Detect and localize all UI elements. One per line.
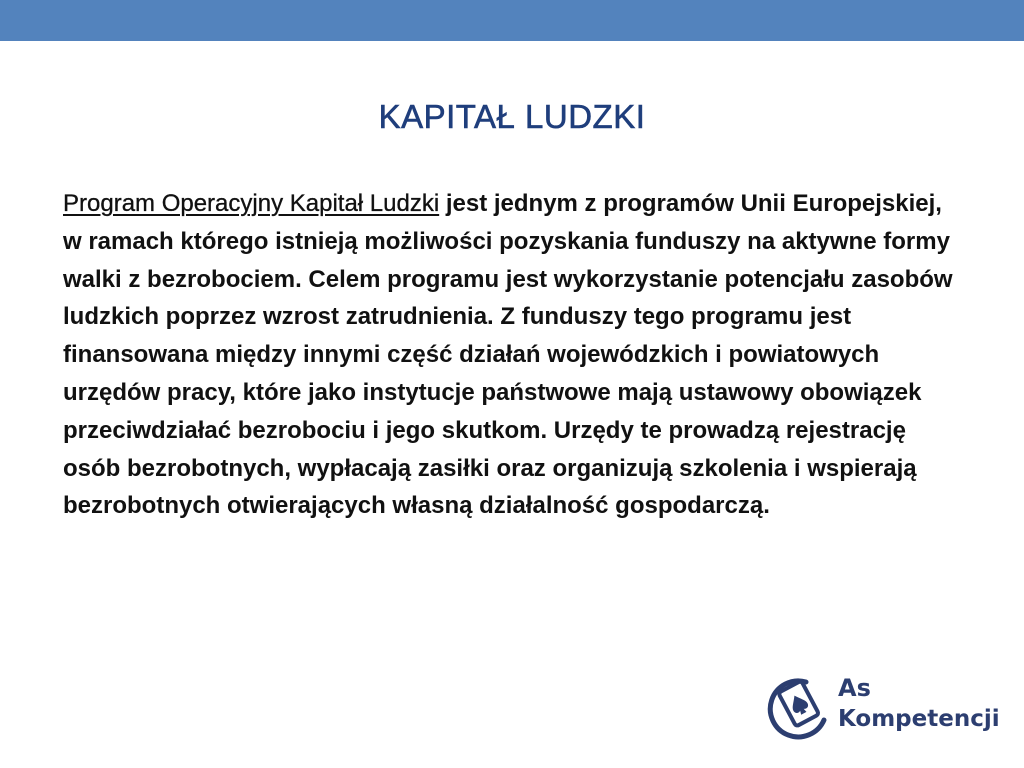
- logo-text-kompetencji: Kompetencji: [838, 706, 1000, 732]
- body-paragraph: jest jednym z programów Unii Europejskiej, w ramach którego istnieją możliwości pozyskania funduszy na aktywne formy walki z bezrobociem. Celem programu jest wykorzystanie potencjału zasobów ludzkich poprzez wzrost zatrudnienia. Z funduszy tego programu jest finansowana między innymi część działań wojewódzkich i powiatowych urzędów pracy, które jako instytucje państwowe mają ustawowy obowiązek przeciwdziałać bezrobociu i jego skutkom. Urzędy te prowadzą rejestrację osób bezrobotnych, wypłacają zasiłki oraz organizują szkolenia i wspierają bezrobotnych otwierających własną działalność gospodarczą.: [63, 190, 953, 520]
- program-link[interactable]: Program Operacyjny Kapitał Ludzki: [63, 190, 440, 217]
- slide-body-text: [63, 185, 963, 525]
- top-accent-bar: [0, 0, 1024, 41]
- spade-card-icon: [766, 672, 830, 742]
- as-kompetencji-logo: [766, 672, 1000, 744]
- slide-title: KAPITAŁ LUDZKI: [378, 98, 646, 135]
- logo-text-as: As: [838, 674, 871, 702]
